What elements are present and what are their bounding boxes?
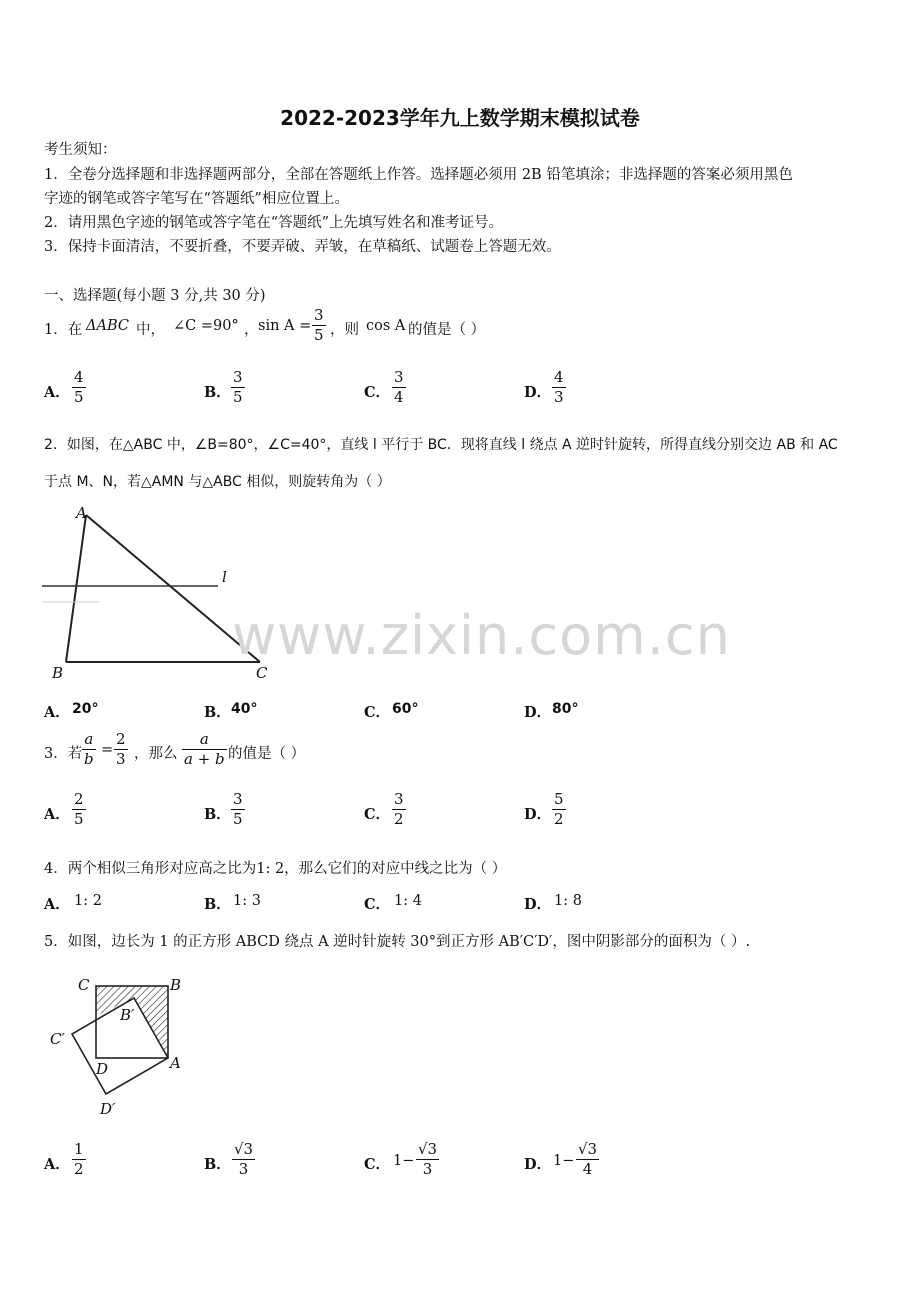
q1-mid1: 中， (136, 322, 165, 338)
q3-fraction-a-b: $\frac{a}{b}$ (84, 730, 94, 768)
q3-option-c-letter[interactable]: C． (364, 806, 391, 823)
page-title: 2022-2023学年九上数学期末模拟试卷 (280, 106, 640, 130)
q5-text: 5．如图，边长为 1 的正方形 ABCD 绕点 A 逆时针旋转 30°到正方形 AB′C′D′，图中阴影部分的面积为（ ）. (44, 934, 751, 950)
q2-option-b-letter[interactable]: B． (204, 704, 231, 721)
q3-option-a[interactable]: $\frac{2}{5}$ (74, 790, 84, 828)
q5-option-d-prefix[interactable]: 1− (553, 1153, 575, 1169)
q3-option-d-letter[interactable]: D． (524, 806, 552, 823)
q2-option-d[interactable]: 80° (552, 701, 579, 717)
label-a: A (76, 504, 87, 522)
q4-option-c-letter[interactable]: C． (364, 896, 391, 913)
section-heading: 一、选择题(每小题 3 分,共 30 分) (44, 288, 266, 304)
notice-item: 3．保持卡面清洁，不要折叠，不要弄破、弄皱，在草稿纸、试题卷上答题无效。 (44, 239, 561, 255)
q4-option-b-letter[interactable]: B． (204, 896, 231, 913)
q1-sin: sin A = (258, 318, 312, 334)
label-c-prime: C′ (50, 1030, 65, 1048)
notice-item: 2．请用黑色字迹的钢笔或答字笔在“答题纸”上先填写姓名和准考证号。 (44, 215, 504, 231)
q1-option-d[interactable]: $\frac{4}{3}$ (554, 368, 564, 406)
notice-item: 1．全卷分选择题和非选择题两部分，全部在答题纸上作答。选择题必须用 2B 铅笔填涂；非选择题的答案必须用黑色 (44, 167, 793, 183)
label-c: C (78, 976, 90, 994)
q1-option-c-letter[interactable]: C． (364, 384, 391, 401)
q2-option-d-letter[interactable]: D． (524, 704, 552, 721)
watermark: www.zixin.com.cn (232, 604, 731, 667)
label-b: B (170, 976, 182, 994)
q4-option-b[interactable]: 1: 3 (233, 893, 261, 909)
q5-option-d-letter[interactable]: D． (524, 1156, 552, 1173)
q1-cos: cos A (366, 318, 406, 334)
q1-prefix: 1．在 (44, 322, 83, 338)
q1-mid3: ，则 (330, 322, 359, 338)
q5-option-b-letter[interactable]: B． (204, 1156, 231, 1173)
q2-option-a-letter[interactable]: A． (44, 704, 70, 721)
label-l: l (222, 568, 227, 586)
q4-text: 4．两个相似三角形对应高之比为1: 2，那么它们的对应中线之比为（ ） (44, 861, 507, 877)
q2-line2: 于点 M、N，若△AMN 与△ABC 相似，则旋转角为（ ） (44, 474, 391, 490)
q3-fraction-2-3: $\frac{2}{3}$ (116, 730, 126, 768)
q2-option-c[interactable]: 60° (392, 701, 419, 717)
q3-option-a-letter[interactable]: A． (44, 806, 70, 823)
q5-option-a-letter[interactable]: A． (44, 1156, 70, 1173)
q2-line1: 2．如图，在△ABC 中，∠B=80°，∠C=40°，直线 l 平行于 BC．现将直线 l 绕点 A 逆时针旋转，所得直线分别交边 AB 和 AC (44, 437, 838, 453)
q3-option-c[interactable]: $\frac{3}{2}$ (394, 790, 404, 828)
q1-option-c[interactable]: $\frac{3}{4}$ (394, 368, 404, 406)
q1-option-a-letter[interactable]: A． (44, 384, 70, 401)
q3-fraction-a-over-a-plus-b: $\frac{a}{a + b}$ (184, 730, 225, 768)
q2-option-a[interactable]: 20° (72, 701, 99, 717)
q1-fraction: $\frac{3}{5}$ (314, 306, 324, 344)
q4-option-a[interactable]: 1: 2 (74, 893, 102, 909)
q3-option-b[interactable]: $\frac{3}{5}$ (233, 790, 243, 828)
q1-triangle: ΔABC (86, 318, 129, 334)
q5-option-c-prefix[interactable]: 1− (393, 1153, 415, 1169)
q4-option-c[interactable]: 1: 4 (394, 893, 422, 909)
q3-option-d[interactable]: $\frac{5}{2}$ (554, 790, 564, 828)
q3-equals: = (101, 742, 114, 758)
notice-heading: 考生须知： (44, 142, 117, 158)
q3-prefix: 3．若 (44, 746, 83, 762)
square-rotation-figure (40, 968, 200, 1123)
q1-mid2: ， (244, 322, 259, 338)
q1-option-b[interactable]: $\frac{3}{5}$ (233, 368, 243, 406)
q1-option-b-letter[interactable]: B． (204, 384, 231, 401)
q5-option-b[interactable]: $\frac{√3}{3}$ (234, 1140, 254, 1178)
q2-option-b[interactable]: 40° (231, 701, 258, 717)
label-b-prime: B′ (120, 1006, 135, 1024)
q3-suffix: 的值是（ ） (228, 746, 306, 762)
q4-option-d[interactable]: 1: 8 (554, 893, 582, 909)
q2-option-c-letter[interactable]: C． (364, 704, 391, 721)
q1-option-a[interactable]: $\frac{4}{5}$ (74, 368, 84, 406)
q4-option-a-letter[interactable]: A． (44, 896, 70, 913)
q3-mid: ，那么 (134, 746, 178, 762)
q5-option-a[interactable]: $\frac{1}{2}$ (74, 1140, 84, 1178)
notice-item: 字迹的钢笔或答字笔写在“答题纸”相应位置上。 (44, 191, 349, 207)
label-d: D (96, 1060, 109, 1078)
label-a: A (170, 1054, 181, 1072)
label-b: B (52, 664, 64, 682)
q5-option-d[interactable]: $\frac{√3}{4}$ (578, 1140, 598, 1178)
q1-option-d-letter[interactable]: D． (524, 384, 552, 401)
label-d-prime: D′ (100, 1100, 116, 1118)
label-c: C (256, 664, 268, 682)
q5-option-c-letter[interactable]: C． (364, 1156, 391, 1173)
q5-option-c[interactable]: $\frac{√3}{3}$ (418, 1140, 438, 1178)
q3-option-b-letter[interactable]: B． (204, 806, 231, 823)
q1-suffix: 的值是（ ） (408, 322, 486, 338)
q1-angle: ∠C =90° (173, 318, 239, 334)
side-ab (66, 515, 86, 662)
q4-option-d-letter[interactable]: D． (524, 896, 552, 913)
